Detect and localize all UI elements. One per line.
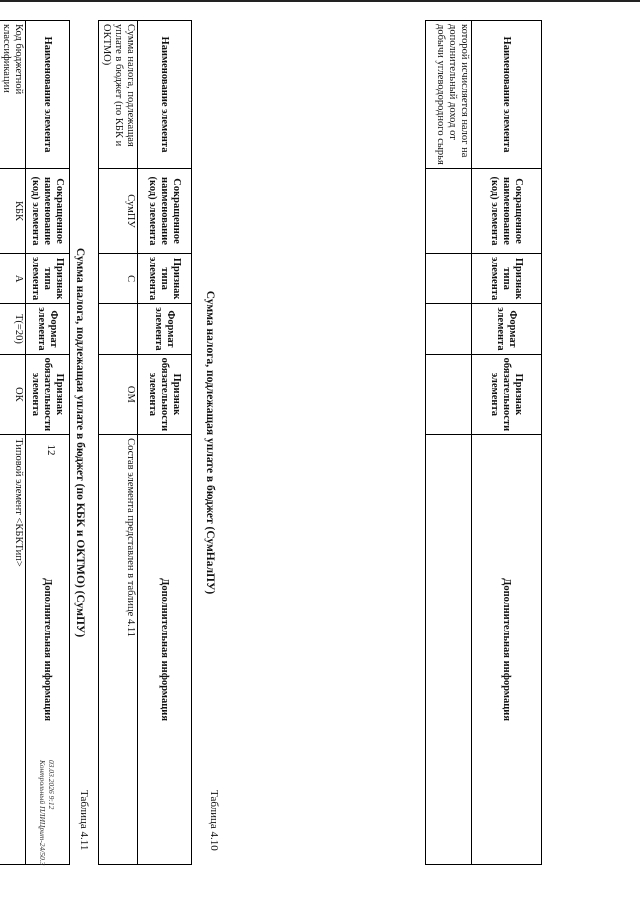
header-info: Дополнительная информация (26, 435, 70, 865)
cell-mandatory (426, 354, 472, 435)
cell-info: Состав элемента представлен в таблице 4.11 (99, 435, 138, 865)
header-name: Наименование элемента (472, 21, 542, 169)
page-number: 12 (45, 444, 57, 456)
header-info: Дополнительная информация (472, 435, 542, 865)
table-row (426, 21, 472, 865)
table-4-10 (98, 20, 192, 865)
cell-type: А (0, 254, 26, 304)
footer-date: 03.03.2026 9:12 (47, 760, 56, 810)
header-name: Наименование элемента (138, 21, 192, 169)
cell-info: Типовой элемент <КБКТип> (0, 435, 26, 865)
cell-mandatory: ОК (0, 354, 26, 435)
header-code: Сокращенное наименование (код) элемента (472, 169, 542, 254)
cell-format (99, 304, 138, 354)
cell-format (426, 304, 472, 354)
header-mandatory: Признак обязательности элемента (138, 354, 192, 435)
table-continuation (425, 20, 542, 865)
table-4-10-label: Таблица 4.10 (208, 790, 220, 851)
cell-info (426, 435, 472, 865)
cell-code: СумПУ (99, 169, 138, 254)
header-type: Признак типа элемента (26, 254, 70, 304)
header-format: Формат элемента (138, 304, 192, 354)
table-row (99, 21, 138, 865)
cell-name: Сумма налога, подлежащая уплате в бюджет (по КБК и ОКТМО) (99, 21, 138, 169)
cell-format: T(=20) (0, 304, 26, 354)
header-code: Сокращенное наименование (код) элемента (26, 169, 70, 254)
cell-name: которой исчисляется налог на дополнительный доход от добычи углеводородного сырья (426, 21, 472, 169)
header-format: Формат элемента (26, 304, 70, 354)
table-4-11-title: Сумма налога, подлежащая уплате в бюджет (по КБК и ОКТМО) (СумПУ) (74, 247, 86, 638)
cell-code: КБК (0, 169, 26, 254)
cell-type: С (99, 254, 138, 304)
header-mandatory: Признак обязательности элемента (472, 354, 542, 435)
cell-mandatory: ОМ (99, 354, 138, 435)
header-name: Наименование элемента (26, 21, 70, 169)
header-code: Сокращенное наименование (код) элемента (138, 169, 192, 254)
table-4-11 (0, 20, 70, 865)
header-type: Признак типа элемента (472, 254, 542, 304)
header-format: Формат элемента (472, 304, 542, 354)
table-row (0, 21, 26, 865)
header-type: Признак типа элемента (138, 254, 192, 304)
cell-name: Код бюджетной классификации (0, 21, 26, 169)
footer-code: Контрольный ПЛИЦрит-24/50.3 (38, 760, 47, 866)
header-mandatory: Признак обязательности элемента (26, 354, 70, 435)
table-4-10-title: Сумма налога, подлежащая уплате в бюджет (СумНалПУ) (204, 290, 216, 595)
document-footer (38, 760, 56, 865)
header-info: Дополнительная информация (138, 435, 192, 865)
cell-code (426, 169, 472, 254)
table-4-11-label: Таблица 4.11 (78, 790, 90, 851)
cell-type (426, 254, 472, 304)
